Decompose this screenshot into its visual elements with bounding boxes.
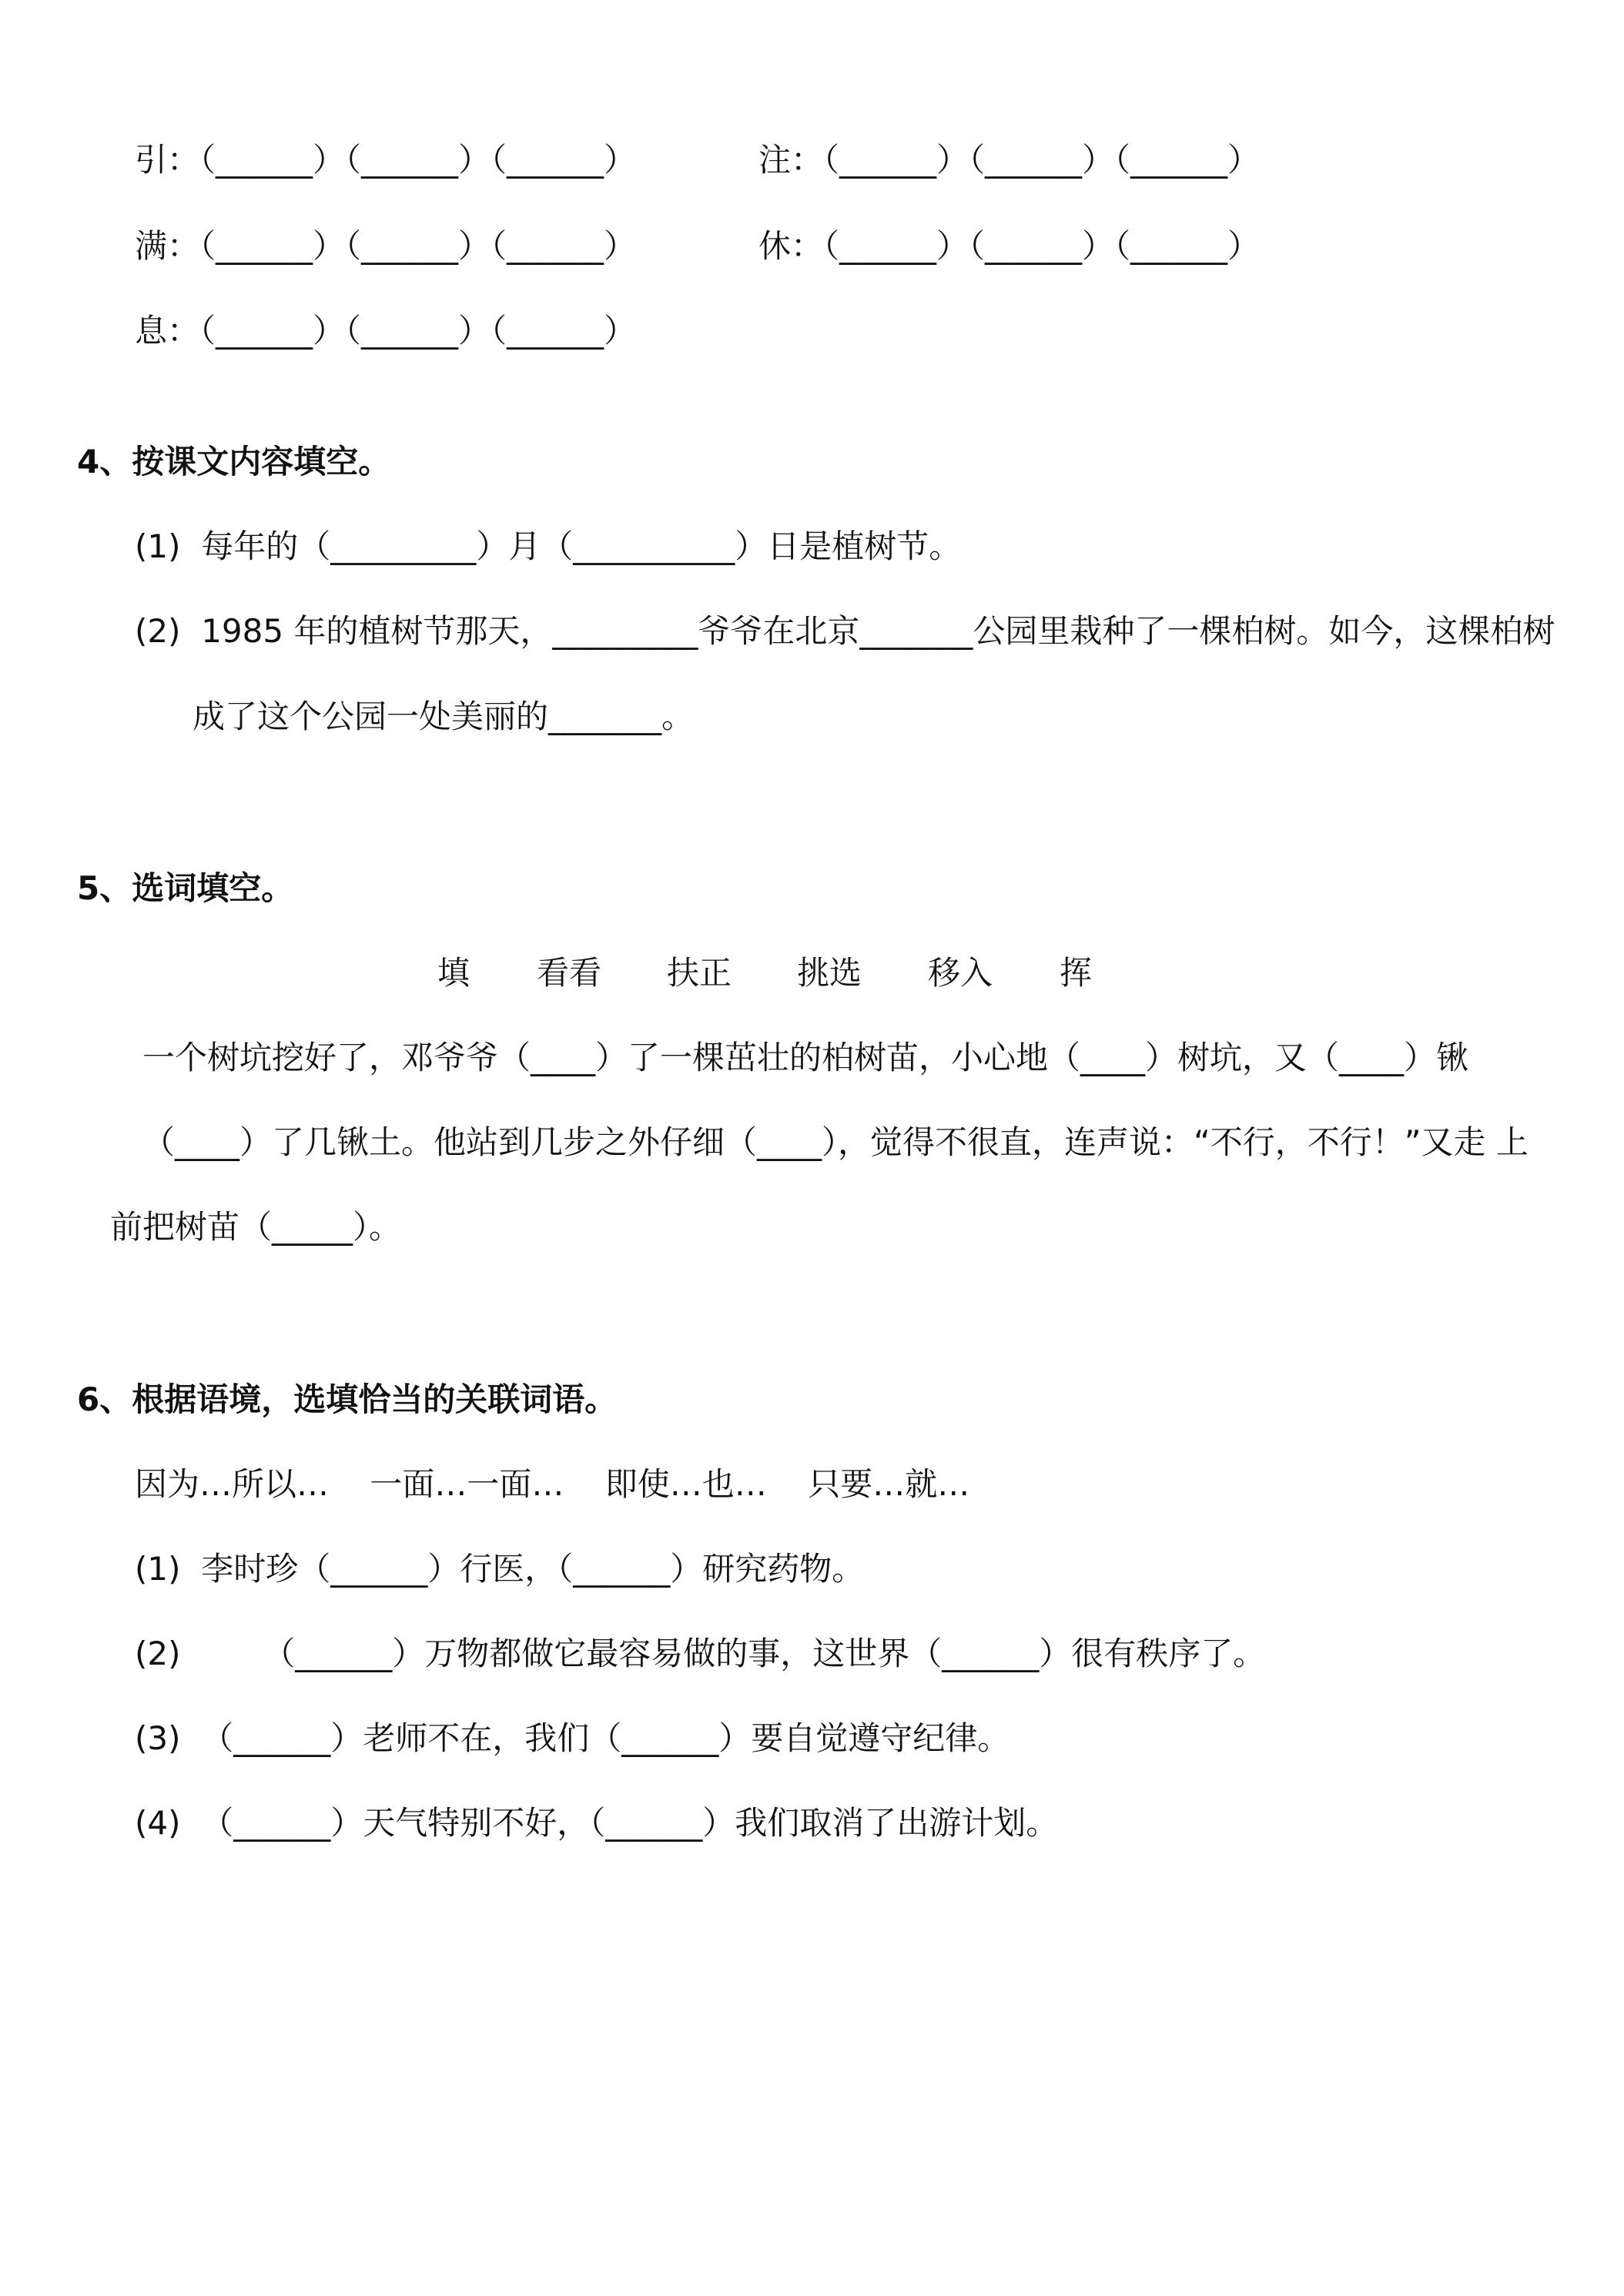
row-yin: 引：（______）（______）（______） bbox=[135, 141, 637, 179]
word-option-tian: 填 bbox=[437, 954, 470, 992]
word-option-tiaoxuan: 挑选 bbox=[797, 954, 862, 992]
row-xiu: 休：（______）（______）（______） bbox=[758, 227, 1261, 265]
section5-heading: 5、选词填空。 bbox=[77, 869, 294, 907]
section4-heading: 4、按课文内容填空。 bbox=[77, 443, 391, 480]
word-option-fuzheng: 扶正 bbox=[667, 954, 732, 992]
section5-line2: （____）了几锹土。他站到几步之外仔细（____），觉得不很直，连声说：“不行，不行！”又走 上 bbox=[142, 1123, 1529, 1161]
section4-q2-line2: 成了这个公园一处美丽的_______。 bbox=[193, 698, 695, 735]
section6-heading: 6、根据语境，选填恰当的关联词语。 bbox=[77, 1381, 618, 1418]
section5-line1: 一个树坑挖好了，邓爷爷（____）了一棵茁壮的柏树苗，小心地（____）树坑，又（____）锹 bbox=[142, 1039, 1469, 1076]
word-option-kankan: 看看 bbox=[537, 954, 602, 992]
word-option-hui: 挥 bbox=[1060, 954, 1093, 992]
row-zhu: 注：（______）（______）（______） bbox=[758, 141, 1261, 179]
section5-line3: 前把树苗（_____）。 bbox=[110, 1208, 402, 1246]
section6-q4: (4) （______）天气特别不好，（______）我们取消了出游计划。 bbox=[135, 1804, 1059, 1842]
word-option-yiru: 移入 bbox=[928, 954, 993, 992]
section6-q1: (1) 李时珍（______）行医，（______）研究药物。 bbox=[135, 1550, 865, 1588]
section6-q3: (3) （______）老师不在，我们（______）要自觉遵守纪律。 bbox=[135, 1719, 1010, 1757]
row-xi: 息：（______）（______）（______） bbox=[135, 312, 637, 350]
row-man: 满：（______）（______）（______） bbox=[135, 227, 637, 265]
section4-q2-line1: (2) 1985 年的植树节那天，_________爷爷在北京_______公园里栽种了一棵柏树。如今，这棵柏树 bbox=[135, 612, 1555, 650]
section4-q1: (1) 每年的（_________）月（__________）日是植树节。 bbox=[135, 527, 962, 565]
section6-q2: (2) （______）万物都做它最容易做的事，这世界（______）很有秩序了。 bbox=[135, 1635, 1266, 1672]
section6-options: 因为…所以… 一面…一面… 即使…也… 只要…就… bbox=[135, 1465, 970, 1503]
